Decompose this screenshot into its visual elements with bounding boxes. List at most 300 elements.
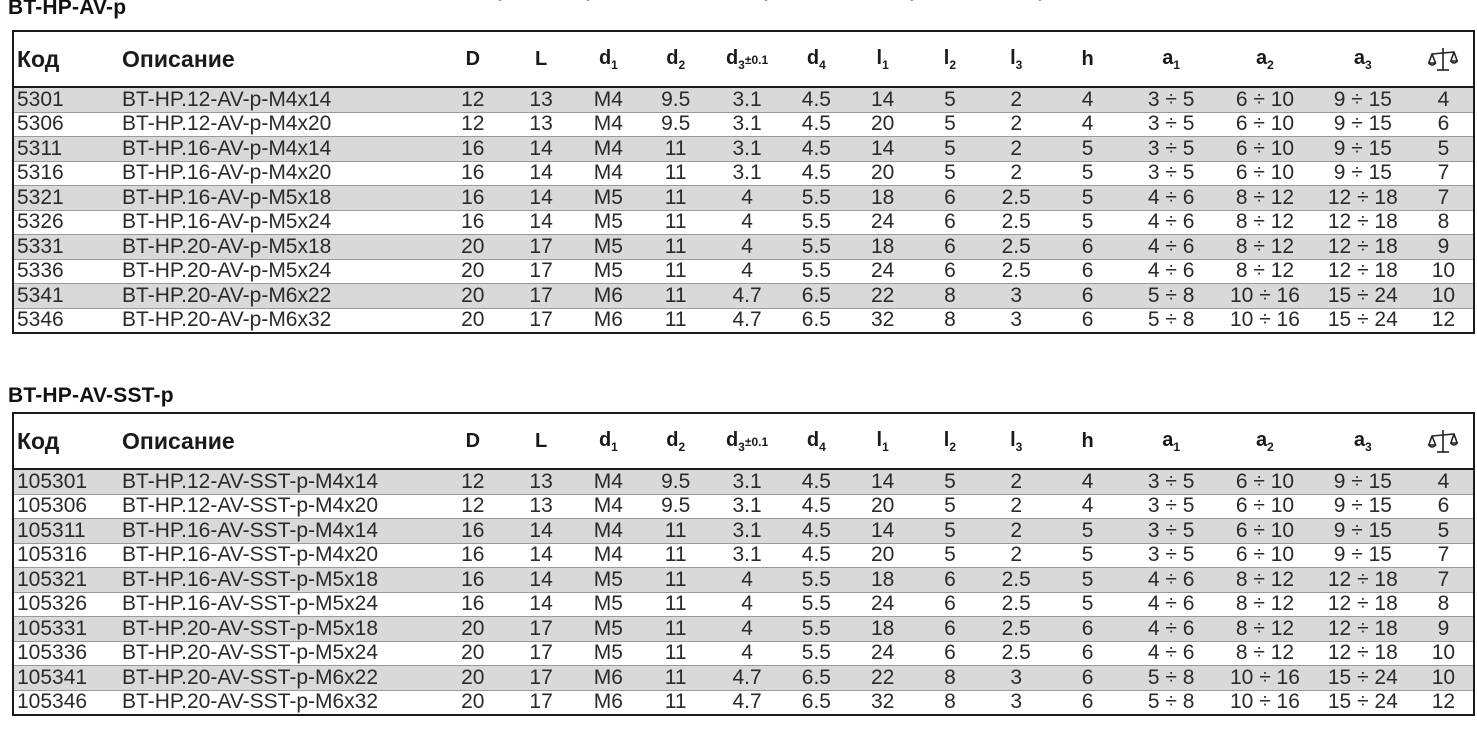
cell-l3: 2 (982, 137, 1051, 162)
cell-code: 105346 (17, 690, 88, 714)
cell-D: 16 (437, 592, 508, 617)
col-header-d4: $d_4$ (786, 31, 847, 87)
cell-a1: 4 ÷ 6 (1124, 186, 1218, 211)
cell-a3: 9 ÷ 15 (1312, 469, 1414, 494)
cell-a1: 3 ÷ 5 (1124, 137, 1218, 162)
cell-h: 5 (1051, 161, 1124, 186)
cell-d1: M6 (593, 690, 623, 714)
cell-L: 13 (508, 112, 573, 137)
cell-h: 6 (1051, 259, 1124, 284)
cell-weight: 5 (1414, 137, 1474, 162)
cell-h: 5 (1051, 519, 1124, 544)
cell-a2: 6 ÷ 10 (1218, 543, 1312, 568)
cell-l3: 2 (982, 543, 1051, 568)
cell-d4: 5.5 (786, 592, 847, 617)
cell-code: 105316 (13, 543, 119, 568)
cell-l2: 6 (918, 235, 981, 260)
cell-L: 13 (508, 87, 573, 112)
cell-d1: M5 (574, 568, 643, 593)
cell-weight: 4 (1414, 469, 1474, 494)
cell-d1: M4 (574, 87, 643, 112)
cell-code: 5306 (13, 112, 119, 137)
cell-description: BT-HP.12-AV-p-M4x14 (119, 87, 437, 112)
cell-a1: 4 ÷ 6 (1124, 210, 1218, 235)
cell-d4: 4.5 (786, 543, 847, 568)
cell-l2: 8 (944, 308, 956, 332)
cell-description: BT-HP.20-AV-p-M5x18 (119, 235, 437, 260)
cell-l3: 2 (982, 519, 1051, 544)
cell-description: BT-HP.20-AV-SST-p-M6x22 (119, 666, 437, 691)
cell-description: BT-HP.16-AV-p-M5x18 (119, 186, 437, 211)
cell-d4: 5.5 (786, 259, 847, 284)
col-header-code: Код (13, 413, 119, 469)
cell-a2: 10 ÷ 16 (1218, 666, 1312, 691)
cell-a3: 12 ÷ 18 (1312, 235, 1414, 260)
cell-h: 6 (1081, 690, 1094, 714)
cell-l2: 6 (918, 186, 981, 211)
col-header-d2: $d_2$ (643, 413, 708, 469)
cell-d2: 11 (643, 161, 708, 186)
cell-D: 20 (461, 690, 485, 714)
cell-description: BT-HP.16-AV-SST-p-M4x14 (119, 519, 437, 544)
cell-l3: 3 (982, 284, 1051, 309)
cell-d2: 9.5 (643, 87, 708, 112)
cell-a1: 4 ÷ 6 (1124, 259, 1218, 284)
cell-code: 105311 (13, 519, 119, 544)
cell-h: 4 (1051, 469, 1124, 494)
cell-description: BT-HP.20-AV-SST-p-M6x32 (122, 690, 379, 714)
cell-weight: 12 (1431, 308, 1456, 332)
cell-D: 12 (437, 469, 508, 494)
cell-a2: 6 ÷ 10 (1218, 87, 1312, 112)
cell-a2: 8 ÷ 12 (1218, 568, 1312, 593)
cell-l3: 2 (982, 161, 1051, 186)
cell-d1: M5 (574, 235, 643, 260)
cell-a1: 3 ÷ 5 (1124, 519, 1218, 544)
cell-d1: M4 (574, 494, 643, 519)
cell-l3: 2.5 (982, 592, 1051, 617)
cell-a3: 12 ÷ 18 (1312, 617, 1414, 642)
section-title-bt-hp-av-sst-p: BT-HP-AV-SST-p (8, 384, 174, 407)
cell-d1: M5 (574, 617, 643, 642)
cell-l3: 2.5 (982, 641, 1051, 666)
cell-code: 5341 (13, 284, 119, 309)
cell-description: BT-HP.20-AV-p-M6x22 (119, 284, 437, 309)
cell-D: 16 (437, 543, 508, 568)
cell-weight: 4 (1414, 87, 1474, 112)
table-row (13, 666, 1474, 691)
cell-l2: 8 (918, 284, 981, 309)
cell-l1: 20 (847, 543, 918, 568)
cell-D: 12 (437, 494, 508, 519)
cell-l3: 2.5 (982, 186, 1051, 211)
cell-description: BT-HP.16-AV-SST-p-M5x24 (119, 592, 437, 617)
table-row (13, 259, 1474, 284)
col-header-description: Описание (119, 413, 437, 469)
cell-a3: 15 ÷ 24 (1312, 666, 1414, 691)
cell-L: 14 (508, 592, 573, 617)
cell-D: 16 (437, 568, 508, 593)
cell-weight: 10 (1414, 284, 1474, 309)
cell-d2: 11 (643, 641, 708, 666)
col-header-l1: $l_1$ (847, 413, 918, 469)
cell-h: 5 (1051, 568, 1124, 593)
cell-description: BT-HP.16-AV-p-M5x24 (119, 210, 437, 235)
cell-weight: 6 (1414, 494, 1474, 519)
cell-weight: 6 (1414, 112, 1474, 137)
cell-l3: 2.5 (982, 235, 1051, 260)
cell-code: 5331 (13, 235, 119, 260)
cell-code: 5336 (13, 259, 119, 284)
cell-description: BT-HP.20-AV-p-M6x32 (122, 308, 332, 332)
cell-D: 16 (437, 186, 508, 211)
cell-l1: 20 (847, 161, 918, 186)
cell-d4: 6.5 (786, 284, 847, 309)
col-header-h: h (1051, 413, 1124, 469)
cell-d2: 9.5 (643, 469, 708, 494)
cell-l1: 22 (847, 666, 918, 691)
cell-a1: 5 ÷ 8 (1147, 308, 1195, 332)
cell-l1: 32 (870, 308, 895, 332)
cell-d2: 11 (643, 617, 708, 642)
cell-a3: 9 ÷ 15 (1312, 112, 1414, 137)
cell-d3: 4 (708, 259, 785, 284)
col-header-d3: $d_3\pm 0.1$ (708, 31, 785, 87)
cell-l1: 24 (847, 210, 918, 235)
cell-l1: 20 (847, 494, 918, 519)
cell-weight: 8 (1414, 592, 1474, 617)
cell-weight: 7 (1414, 543, 1474, 568)
cell-l3: 2 (982, 494, 1051, 519)
table-row (13, 592, 1474, 617)
cell-d3: 3.1 (708, 112, 785, 137)
cell-L: 17 (508, 641, 573, 666)
cell-weight: 12 (1431, 690, 1456, 714)
cell-d3: 3.1 (708, 494, 785, 519)
cell-l1: 32 (870, 690, 895, 714)
cell-L: 17 (508, 617, 573, 642)
cell-D: 20 (437, 235, 508, 260)
cell-L: 17 (508, 259, 573, 284)
cell-d2: 11 (664, 690, 687, 714)
cell-D: 20 (461, 308, 485, 332)
cell-d3: 4 (708, 592, 785, 617)
table-row (13, 568, 1474, 593)
cell-weight: 10 (1414, 259, 1474, 284)
cell-h: 4 (1051, 87, 1124, 112)
header-row (13, 31, 1474, 87)
cell-weight: 5 (1414, 519, 1474, 544)
cell-a3: 12 ÷ 18 (1312, 210, 1414, 235)
cell-d2: 11 (664, 308, 687, 332)
cell-a3: 9 ÷ 15 (1312, 161, 1414, 186)
cell-a1: 4 ÷ 6 (1124, 235, 1218, 260)
cell-l3: 2.5 (982, 210, 1051, 235)
cell-L: 13 (508, 469, 573, 494)
cell-code: 105326 (13, 592, 119, 617)
cell-L: 14 (508, 137, 573, 162)
cell-h: 5 (1051, 543, 1124, 568)
cell-d1: M5 (574, 641, 643, 666)
cell-a3: 9 ÷ 15 (1312, 494, 1414, 519)
table-body (13, 87, 1474, 333)
col-header-weight (1414, 413, 1474, 469)
cell-description: BT-HP.12-AV-SST-p-M4x14 (119, 469, 437, 494)
col-header-L: L (508, 31, 573, 87)
table-row (13, 284, 1474, 309)
cell-d3: 4 (708, 235, 785, 260)
cell-d2: 11 (643, 568, 708, 593)
cell-d1: M6 (574, 284, 643, 309)
cell-a2: 8 ÷ 12 (1218, 617, 1312, 642)
cell-D: 20 (437, 617, 508, 642)
cell-d4: 4.5 (786, 519, 847, 544)
cell-d4: 4.5 (786, 137, 847, 162)
table-row (13, 112, 1474, 137)
cell-d3: 4.7 (708, 666, 785, 691)
cell-code: 105306 (13, 494, 119, 519)
cell-a3: 9 ÷ 15 (1312, 519, 1414, 544)
cell-d3: 3.1 (708, 519, 785, 544)
col-header-h: h (1051, 31, 1124, 87)
cell-a2: 8 ÷ 12 (1218, 641, 1312, 666)
cell-D: 20 (437, 641, 508, 666)
cell-d4: 6.5 (801, 690, 831, 714)
cell-a3: 15 ÷ 24 (1327, 690, 1398, 714)
cell-code: 5316 (13, 161, 119, 186)
col-header-d4: $d_4$ (786, 413, 847, 469)
col-header-code: Код (13, 31, 119, 87)
cell-l1: 18 (847, 186, 918, 211)
table-row (13, 469, 1474, 494)
cell-h: 5 (1051, 592, 1124, 617)
cell-l2: 8 (918, 666, 981, 691)
cell-l2: 5 (918, 161, 981, 186)
col-header-L: L (508, 413, 573, 469)
col-header-a3: $a_3$ (1312, 413, 1414, 469)
cell-d3: 4.7 (732, 690, 762, 714)
cell-weight: 7 (1414, 161, 1474, 186)
cell-d4: 5.5 (786, 210, 847, 235)
cell-a3: 12 ÷ 18 (1312, 259, 1414, 284)
cell-l2: 6 (918, 210, 981, 235)
cell-code: 5311 (13, 137, 119, 162)
cell-l1: 18 (847, 568, 918, 593)
cell-a3: 12 ÷ 18 (1312, 592, 1414, 617)
cell-a1: 4 ÷ 6 (1124, 641, 1218, 666)
cell-a2: 8 ÷ 12 (1218, 592, 1312, 617)
cell-L: 13 (508, 494, 573, 519)
cell-l2: 6 (918, 259, 981, 284)
cell-a2: 6 ÷ 10 (1218, 137, 1312, 162)
cell-d3: 4 (708, 568, 785, 593)
cell-a3: 12 ÷ 18 (1312, 186, 1414, 211)
cell-h: 4 (1051, 494, 1124, 519)
col-header-D: D (437, 31, 508, 87)
cell-code: 5326 (13, 210, 119, 235)
cell-l2: 5 (918, 112, 981, 137)
table-row (13, 617, 1474, 642)
cell-a3: 15 ÷ 24 (1312, 284, 1414, 309)
cell-a2: 8 ÷ 12 (1218, 186, 1312, 211)
cell-l1: 24 (847, 641, 918, 666)
cell-L: 17 (508, 284, 573, 309)
cell-h: 5 (1051, 186, 1124, 211)
cell-l1: 14 (847, 137, 918, 162)
cell-l1: 14 (847, 87, 918, 112)
cell-description: BT-HP.12-AV-SST-p-M4x20 (119, 494, 437, 519)
cell-description: BT-HP.12-AV-p-M4x20 (119, 112, 437, 137)
cell-d2: 11 (643, 284, 708, 309)
cell-L: 17 (529, 308, 553, 332)
cell-h: 5 (1051, 137, 1124, 162)
cell-d1: M4 (574, 112, 643, 137)
cell-a1: 4 ÷ 6 (1124, 592, 1218, 617)
col-header-a1: $a_1$ (1124, 31, 1218, 87)
cell-l2: 5 (918, 87, 981, 112)
cell-D: 16 (437, 137, 508, 162)
cell-L: 14 (508, 186, 573, 211)
cell-l3: 3 (1010, 690, 1023, 714)
cell-d1: M6 (574, 666, 643, 691)
cell-d1: M5 (574, 210, 643, 235)
cell-d1: M4 (574, 519, 643, 544)
cell-weight: 10 (1414, 641, 1474, 666)
cell-weight: 7 (1414, 568, 1474, 593)
cell-weight: 8 (1414, 210, 1474, 235)
cell-d3: 3.1 (708, 161, 785, 186)
cell-a1: 3 ÷ 5 (1124, 469, 1218, 494)
cell-l3: 2 (982, 87, 1051, 112)
cell-a1: 5 ÷ 8 (1147, 690, 1195, 714)
cell-a1: 3 ÷ 5 (1124, 87, 1218, 112)
cell-d1: M6 (593, 308, 623, 332)
col-header-weight (1414, 31, 1474, 87)
cell-d4: 4.5 (786, 112, 847, 137)
cell-l3: 2.5 (982, 568, 1051, 593)
cell-d1: M5 (574, 186, 643, 211)
table-row (13, 543, 1474, 568)
cell-d3: 4.7 (732, 308, 762, 332)
cell-d1: M4 (574, 137, 643, 162)
cell-d2: 9.5 (643, 494, 708, 519)
cell-d2: 9.5 (643, 112, 708, 137)
col-header-d2: $d_2$ (643, 31, 708, 87)
cell-L: 17 (529, 690, 553, 714)
cell-h: 6 (1051, 666, 1124, 691)
cell-d4: 6.5 (801, 308, 831, 332)
cell-code: 5321 (13, 186, 119, 211)
cell-d3: 3.1 (708, 137, 785, 162)
cell-description: BT-HP.16-AV-p-M4x14 (119, 137, 437, 162)
cell-h: 6 (1081, 308, 1094, 332)
spec-table-bt-hp-av-sst-p (12, 412, 1475, 716)
cell-d4: 5.5 (786, 186, 847, 211)
col-header-D: D (437, 413, 508, 469)
cell-d2: 11 (643, 210, 708, 235)
cell-code: 105331 (13, 617, 119, 642)
cell-l3: 2.5 (982, 617, 1051, 642)
table-row (13, 161, 1474, 186)
cell-code: 105321 (13, 568, 119, 593)
cell-weight: 10 (1414, 666, 1474, 691)
cell-d3: 3.1 (708, 543, 785, 568)
cell-D: 12 (437, 87, 508, 112)
cell-a2: 6 ÷ 10 (1218, 494, 1312, 519)
cell-l2: 5 (918, 543, 981, 568)
cell-d3: 4.7 (708, 284, 785, 309)
cell-l3: 2 (982, 469, 1051, 494)
cell-d4: 5.5 (786, 641, 847, 666)
cell-d3: 4 (708, 210, 785, 235)
cell-l3: 2.5 (982, 259, 1051, 284)
cell-l1: 22 (847, 284, 918, 309)
cell-d1: M4 (574, 469, 643, 494)
table-row (13, 137, 1474, 162)
cell-a2: 10 ÷ 16 (1230, 308, 1300, 332)
cell-d4: 5.5 (786, 235, 847, 260)
cell-code: 5301 (13, 87, 119, 112)
cell-D: 16 (437, 161, 508, 186)
cell-D: 20 (437, 284, 508, 309)
cell-h: 6 (1051, 641, 1124, 666)
cell-l1: 18 (847, 617, 918, 642)
cell-L: 14 (508, 568, 573, 593)
cell-d2: 11 (643, 666, 708, 691)
cell-weight: 9 (1414, 235, 1474, 260)
cell-d2: 11 (643, 235, 708, 260)
col-header-d1: $d_1$ (574, 31, 643, 87)
cell-l2: 5 (918, 494, 981, 519)
cell-code: 105341 (13, 666, 119, 691)
cell-L: 14 (508, 519, 573, 544)
cell-h: 6 (1051, 617, 1124, 642)
cell-l2: 6 (918, 592, 981, 617)
cell-description: BT-HP.16-AV-SST-p-M5x18 (119, 568, 437, 593)
cell-code: 5346 (17, 308, 64, 332)
cell-a1: 5 ÷ 8 (1124, 284, 1218, 309)
cell-description: BT-HP.16-AV-SST-p-M4x20 (119, 543, 437, 568)
cell-d2: 11 (643, 543, 708, 568)
cell-d4: 4.5 (786, 469, 847, 494)
table-row (13, 186, 1474, 211)
cell-d2: 11 (643, 186, 708, 211)
cell-d3: 3.1 (708, 87, 785, 112)
col-header-a2: $a_2$ (1218, 31, 1312, 87)
table-row (13, 308, 1474, 333)
cell-description: BT-HP.20-AV-SST-p-M5x24 (119, 641, 437, 666)
cell-a1: 3 ÷ 5 (1124, 161, 1218, 186)
cell-a2: 6 ÷ 10 (1218, 469, 1312, 494)
cell-a2: 8 ÷ 12 (1218, 259, 1312, 284)
cell-D: 20 (437, 666, 508, 691)
cell-code: 105336 (13, 641, 119, 666)
cell-d1: M5 (574, 259, 643, 284)
cell-a3: 9 ÷ 15 (1312, 543, 1414, 568)
cell-l2: 5 (918, 137, 981, 162)
cell-l2: 5 (918, 519, 981, 544)
cell-D: 16 (437, 210, 508, 235)
cell-d4: 4.5 (786, 161, 847, 186)
cell-d2: 11 (643, 519, 708, 544)
cell-d4: 5.5 (786, 617, 847, 642)
cell-l1: 18 (847, 235, 918, 260)
scale-icon (1428, 46, 1458, 72)
cell-l3: 3 (982, 666, 1051, 691)
cell-h: 4 (1051, 112, 1124, 137)
col-header-a3: $a_3$ (1312, 31, 1414, 87)
col-header-d3: $d_3\pm 0.1$ (708, 413, 785, 469)
